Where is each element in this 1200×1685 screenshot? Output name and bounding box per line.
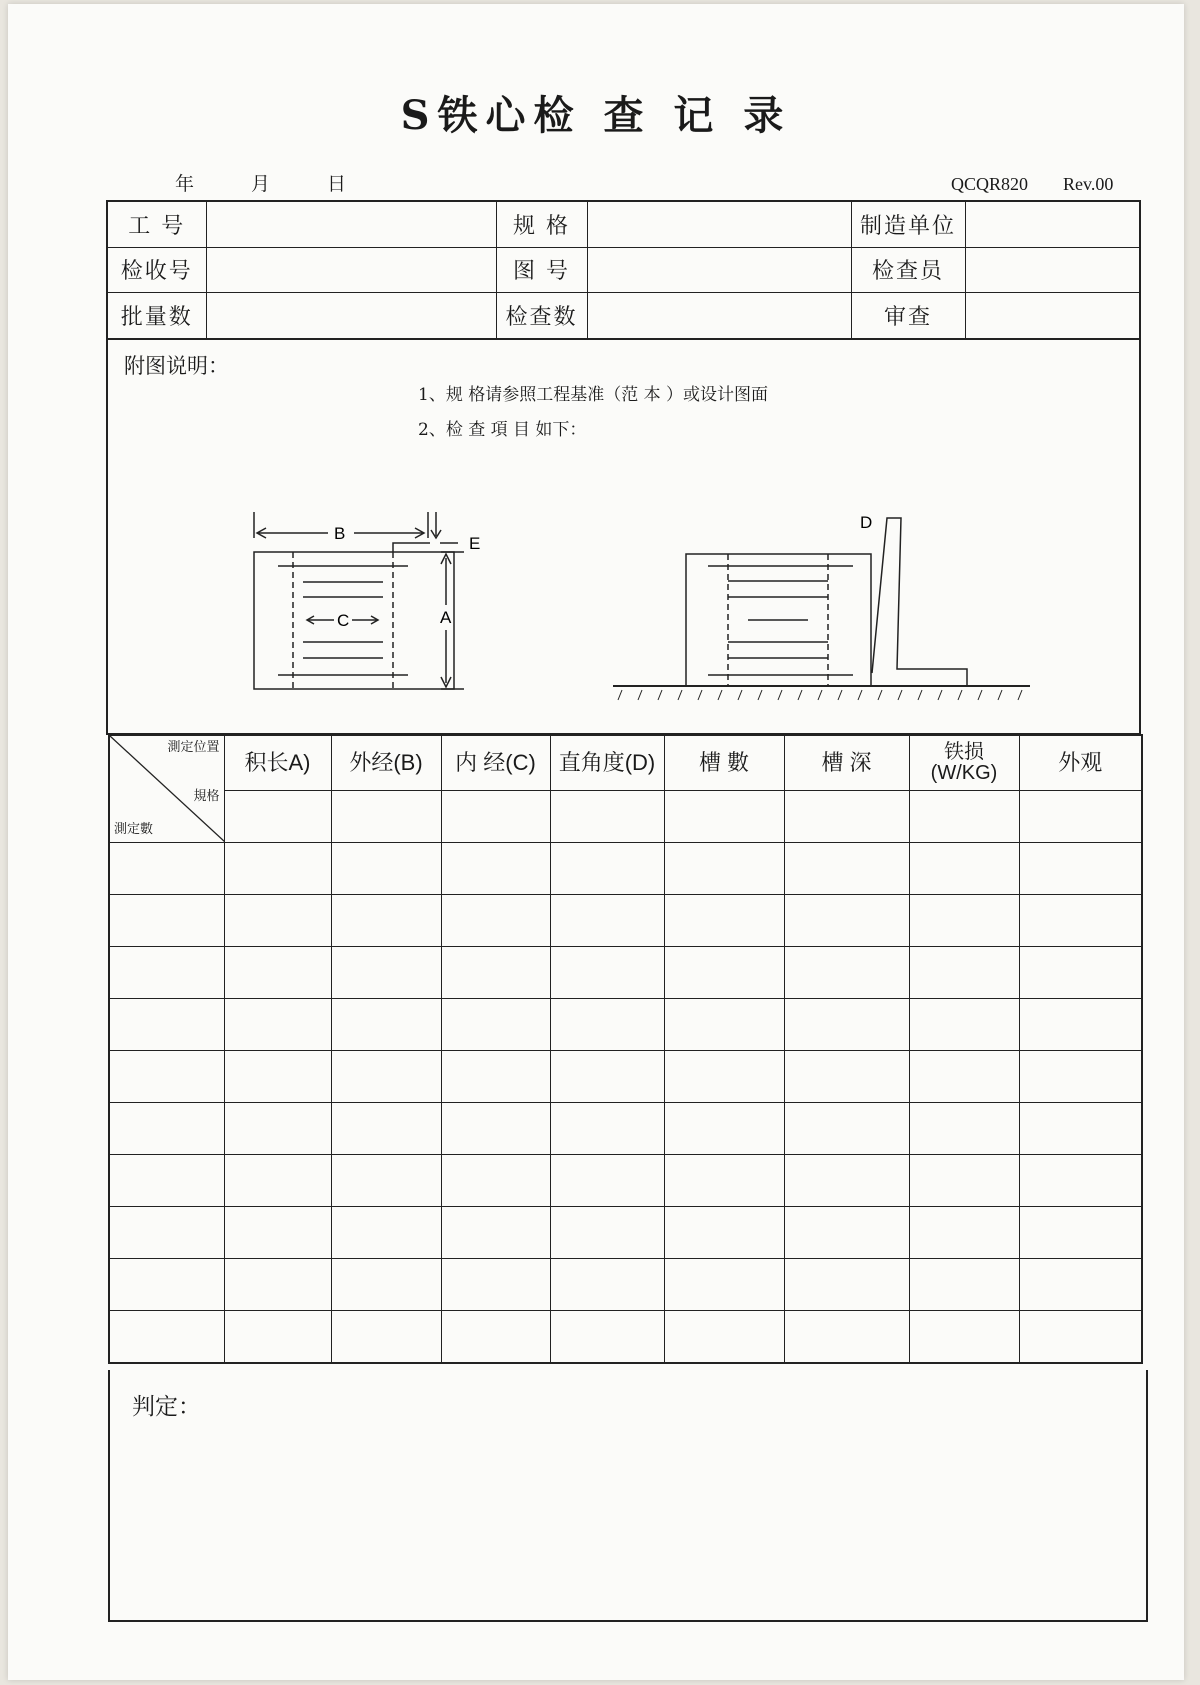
date-month-label: 月 [251, 173, 271, 195]
table-cell[interactable] [664, 895, 784, 947]
figure-note-2: 2、检 查 項 目 如下： [418, 420, 587, 440]
spec-cell[interactable] [550, 791, 664, 843]
table-cell[interactable] [664, 1155, 784, 1207]
spec-cell[interactable] [224, 791, 331, 843]
form-code: QCQR820 [951, 174, 1029, 194]
table-cell[interactable] [331, 947, 441, 999]
table-cell[interactable] [664, 1051, 784, 1103]
table-cell[interactable] [441, 947, 550, 999]
table-cell[interactable] [331, 843, 441, 895]
core-dimension-diagram [108, 340, 1143, 735]
col-outer-diameter: 外经(B) [331, 735, 441, 791]
table-cell[interactable] [109, 1259, 224, 1311]
table-cell[interactable] [909, 1311, 1019, 1364]
corner-position-label: 測定位置 [167, 739, 220, 754]
table-cell[interactable] [784, 947, 909, 999]
table-cell[interactable] [109, 1103, 224, 1155]
table-cell[interactable] [331, 1155, 441, 1207]
table-cell[interactable] [550, 843, 664, 895]
page-title: S铁心检 查 记 录 [400, 92, 792, 139]
table-cell[interactable] [550, 1103, 664, 1155]
table-cell[interactable] [1019, 1311, 1142, 1364]
table-cell[interactable] [909, 895, 1019, 947]
corner-count-label: 測定數 [114, 821, 154, 837]
table-cell[interactable] [331, 1311, 441, 1364]
receipt-number-field[interactable] [206, 247, 496, 293]
table-cell[interactable] [909, 1051, 1019, 1103]
table-cell[interactable] [331, 999, 441, 1051]
table-cell[interactable] [331, 1051, 441, 1103]
table-cell[interactable] [109, 1051, 224, 1103]
table-cell[interactable] [784, 1155, 909, 1207]
table-cell[interactable] [331, 1103, 441, 1155]
table-cell[interactable] [664, 1311, 784, 1364]
figure-note-1: 1、规 格请参照工程基准（范 本 ）或设计图面 [418, 385, 769, 405]
table-cell[interactable] [784, 895, 909, 947]
spec-cell[interactable] [1019, 791, 1142, 843]
table-cell[interactable] [1019, 999, 1142, 1051]
col-squareness: 直角度(D) [550, 735, 664, 791]
table-cell[interactable] [1019, 1155, 1142, 1207]
drawing-number-field[interactable] [587, 247, 851, 293]
table-cell[interactable] [441, 1207, 550, 1259]
table-cell[interactable] [664, 843, 784, 895]
table-cell[interactable] [441, 1051, 550, 1103]
lot-size-label: 批量数 [107, 293, 206, 339]
spec-cell[interactable] [909, 791, 1019, 843]
col-slot-depth: 槽 深 [784, 735, 909, 791]
table-cell[interactable] [441, 895, 550, 947]
table-cell[interactable] [109, 1311, 224, 1364]
measurement-rows [109, 843, 1142, 1364]
table-cell[interactable] [224, 1259, 331, 1311]
judgement-section [108, 1370, 1148, 1622]
table-cell[interactable] [224, 895, 331, 947]
review-field[interactable] [965, 293, 1140, 339]
inspection-sheet [8, 4, 1184, 1680]
date-year-label: 年 [175, 173, 195, 195]
col-slot-count: 槽 數 [664, 735, 784, 791]
table-cell[interactable] [909, 843, 1019, 895]
table-cell[interactable] [224, 1311, 331, 1364]
table-cell[interactable] [441, 1311, 550, 1364]
table-cell[interactable] [331, 1207, 441, 1259]
table-cell[interactable] [550, 1259, 664, 1311]
inspect-qty-label: 检查数 [496, 293, 587, 339]
table-cell[interactable] [784, 1311, 909, 1364]
table-cell[interactable] [909, 1259, 1019, 1311]
table-cell[interactable] [784, 1259, 909, 1311]
table-cell[interactable] [664, 1207, 784, 1259]
table-cell[interactable] [331, 1259, 441, 1311]
dim-label-c: C [337, 611, 350, 630]
table-cell[interactable] [441, 1103, 550, 1155]
table-cell[interactable] [224, 1051, 331, 1103]
spec-field[interactable] [587, 201, 851, 247]
table-cell[interactable] [109, 895, 224, 947]
table-row [109, 895, 1142, 947]
table-cell[interactable] [109, 1155, 224, 1207]
spec-cell[interactable] [664, 791, 784, 843]
job-number-label: 工 号 [107, 201, 206, 247]
table-cell[interactable] [1019, 1051, 1142, 1103]
table-cell[interactable] [784, 1103, 909, 1155]
dim-label-b: B [334, 524, 346, 543]
table-cell[interactable] [664, 1103, 784, 1155]
table-cell[interactable] [909, 947, 1019, 999]
table-cell[interactable] [550, 999, 664, 1051]
table-cell[interactable] [224, 999, 331, 1051]
table-cell[interactable] [664, 999, 784, 1051]
table-cell[interactable] [784, 843, 909, 895]
table-cell[interactable] [224, 1103, 331, 1155]
table-cell[interactable] [441, 1155, 550, 1207]
table-cell[interactable] [1019, 895, 1142, 947]
table-cell[interactable] [1019, 1207, 1142, 1259]
table-cell[interactable] [441, 1259, 550, 1311]
table-cell[interactable] [1019, 947, 1142, 999]
table-row [109, 999, 1142, 1051]
table-cell[interactable] [331, 895, 441, 947]
table-cell[interactable] [224, 947, 331, 999]
table-row [109, 1259, 1142, 1311]
table-cell[interactable] [550, 947, 664, 999]
table-cell[interactable] [909, 1155, 1019, 1207]
table-cell[interactable] [550, 1207, 664, 1259]
figure-section [106, 340, 1141, 735]
spec-label: 规 格 [496, 201, 587, 247]
col-appearance: 外观 [1019, 735, 1142, 791]
spec-cell[interactable] [331, 791, 441, 843]
header-info-table [106, 200, 1141, 340]
figure-title: 附图说明： [124, 354, 229, 378]
corner-header [109, 735, 224, 843]
date-day-label: 日 [327, 173, 347, 195]
table-cell[interactable] [550, 1311, 664, 1364]
table-row [109, 1207, 1142, 1259]
table-cell[interactable] [784, 999, 909, 1051]
review-label: 审查 [851, 293, 965, 339]
table-row [109, 1155, 1142, 1207]
drawing-number-label: 图 号 [496, 247, 587, 293]
inspector-label: 检查员 [851, 247, 965, 293]
table-row [109, 1051, 1142, 1103]
table-row [109, 843, 1142, 895]
lot-size-field[interactable] [206, 293, 496, 339]
table-row [109, 947, 1142, 999]
table-cell[interactable] [550, 1051, 664, 1103]
job-number-field[interactable] [206, 201, 496, 247]
dim-label-e: E [469, 534, 481, 553]
table-cell[interactable] [784, 1051, 909, 1103]
table-cell[interactable] [224, 1155, 331, 1207]
table-cell[interactable] [1019, 1103, 1142, 1155]
measurement-table [108, 734, 1143, 1364]
dim-label-a: A [440, 608, 452, 627]
col-stack-length: 积长A) [224, 735, 331, 791]
table-cell[interactable] [909, 1103, 1019, 1155]
table-row [109, 1103, 1142, 1155]
col-inner-diameter: 内 经(C) [441, 735, 550, 791]
table-cell[interactable] [664, 947, 784, 999]
table-cell[interactable] [1019, 1259, 1142, 1311]
judgement-label: 判定： [132, 1394, 201, 1420]
spec-row [109, 791, 1142, 843]
table-cell[interactable] [784, 1207, 909, 1259]
table-cell[interactable] [109, 1207, 224, 1259]
table-cell[interactable] [441, 843, 550, 895]
form-revision: Rev.00 [1063, 174, 1114, 194]
table-cell[interactable] [909, 1207, 1019, 1259]
spec-cell[interactable] [441, 791, 550, 843]
receipt-number-label: 检收号 [107, 247, 206, 293]
table-cell[interactable] [550, 1155, 664, 1207]
inspector-field[interactable] [965, 247, 1140, 293]
table-cell[interactable] [550, 895, 664, 947]
table-cell[interactable] [1019, 843, 1142, 895]
col-iron-loss: 铁损 (W/KG) [909, 735, 1019, 791]
table-cell[interactable] [224, 843, 331, 895]
corner-spec-label: 規格 [193, 788, 220, 803]
dim-label-d: D [860, 513, 873, 532]
table-cell[interactable] [441, 999, 550, 1051]
inspect-qty-field[interactable] [587, 293, 851, 339]
table-cell[interactable] [109, 999, 224, 1051]
table-cell[interactable] [109, 843, 224, 895]
table-row [109, 1311, 1142, 1364]
table-cell[interactable] [109, 947, 224, 999]
maker-label: 制造单位 [851, 201, 965, 247]
table-cell[interactable] [909, 999, 1019, 1051]
spec-cell[interactable] [784, 791, 909, 843]
table-cell[interactable] [664, 1259, 784, 1311]
maker-field[interactable] [965, 201, 1140, 247]
table-cell[interactable] [224, 1207, 331, 1259]
